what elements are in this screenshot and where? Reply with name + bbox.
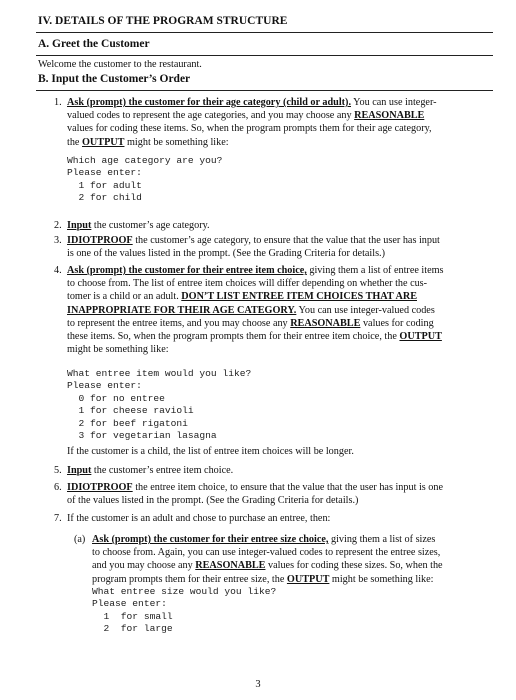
item-7a-code-sample: What entree size would you like? Please enter: 1 for small 2 for large — [92, 586, 277, 635]
item-2-text: Input the customer’s age category. — [67, 220, 210, 231]
item-3-number: 3. — [54, 235, 62, 246]
item-1-text: Ask (prompt) the customer for their age category (child or adult). You can use integer- valued codes to represent the age categories, and you may choose any REASONABLE values for coding these items. So, when the program prompts them for their age category, the OUTPUT might be something like: — [67, 97, 437, 148]
subsection-a-rule — [36, 55, 493, 56]
item-5-text: Input the customer’s entree item choice. — [67, 465, 234, 476]
subsection-a-title: A. Greet the Customer — [38, 38, 150, 50]
item-7a-number: (a) — [74, 534, 86, 545]
subsection-b-title: B. Input the Customer’s Order — [38, 73, 191, 85]
item-3-text: IDIOTPROOF the customer’s age category, to ensure that the value that the user has input is one of the values listed in the prompt. (See the Grading Criteria for details.) — [67, 235, 440, 260]
section-rule — [36, 32, 493, 33]
page-number: 3 — [255, 679, 261, 690]
section-title: IV. DETAILS OF THE PROGRAM STRUCTURE — [38, 15, 288, 27]
item-5-number: 5. — [54, 465, 62, 476]
item-6-number: 6. — [54, 482, 62, 493]
subsection-a-text: Welcome the customer to the restaurant. — [38, 59, 202, 70]
item-6-text: IDIOTPROOF the entree item choice, to ensure that the value that the user has input is one of the values listed in the prompt. (See the Grading Criteria for details.) — [67, 482, 444, 507]
item-7-number: 7. — [54, 513, 62, 524]
subsection-b-rule — [36, 90, 493, 91]
item-7-text: If the customer is an adult and chose to purchase an entree, then: — [67, 513, 331, 524]
item-1-code-sample: Which age category are you? Please enter: 1 for adult 2 for child — [67, 155, 223, 204]
item-4-number: 4. — [54, 265, 62, 276]
item-4-note: If the customer is a child, the list of entree item choices will be longer. — [67, 446, 354, 457]
item-4-code-sample: What entree item would you like? Please enter: 0 for no entree 1 for cheese ravioli 2 for beef rigatoni 3 for vegetarian lasagna — [67, 368, 252, 442]
item-7a-text: Ask (prompt) the customer for their entree size choice, giving them a list of sizes to choose from. Again, you can use integer-valued codes to represent the entree sizes, and you may choose any REASONABLE values for coding these sizes. So, when the program prompts them for their entree size, the OUTPUT might be something like: — [92, 534, 443, 585]
item-1-number: 1. — [54, 97, 62, 108]
item-4-text: Ask (prompt) the customer for their entree item choice, giving them a list of entree items to choose from. The list of entree item choices will differ depending on whether the cus- tomer is a child or an adult. DON’T LIST ENTREE ITEM CHOICES THAT ARE INAPPROPRIATE FOR THEIR AGE CATEGORY. You can use integer-valued codes to represent the entree items, and you may choose any REASONABLE values for coding these items. So, when the program prompts them for their entree item choice, the OUTPUT might be something like: — [67, 265, 444, 356]
item-2-number: 2. — [54, 220, 62, 231]
